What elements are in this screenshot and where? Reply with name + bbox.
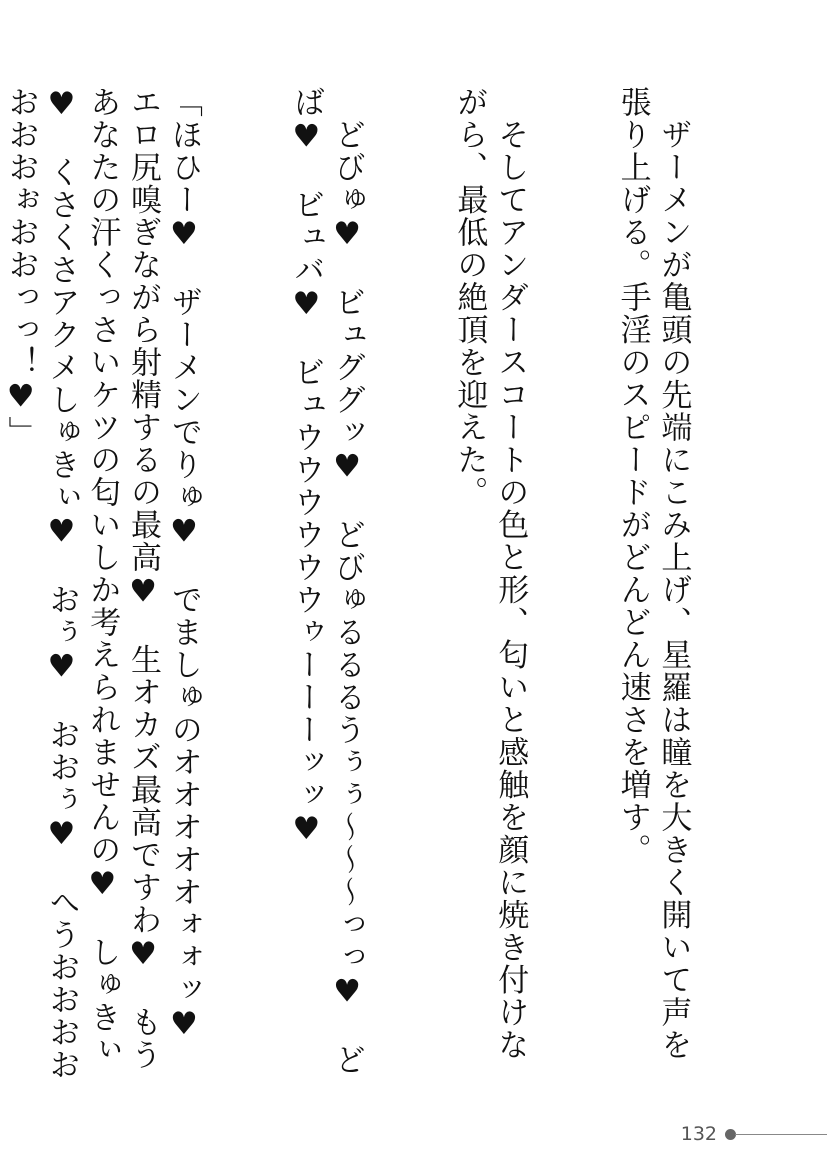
paragraph: そしてアンダースコートの色と形、匂いと感触を顔に焼き付けながら、最低の絶頂を迎えた。 — [451, 86, 529, 1061]
page-footer — [667, 1120, 827, 1150]
body-text — [2, 86, 775, 1086]
paragraph: ザーメンが亀頭の先端にこみ上げ、星羅は瞳を大きく開いて声を張り上げる。手淫のスピードがどんどん速さを増す。 — [614, 86, 692, 1061]
paragraph: 「ほひー♥ ザーメンでりゅ♥ でましゅのオオオオオォォッ♥ エロ尻嗅ぎながら射精するの最高♥ 生オカズ最高ですわ♥ もうあなたの汗くっさいケツの匂いしか考えられませんの♥ しゅきぃ♥ くさくさアクメしゅきぃ♥ おぅ♥ おおぅ♥ へうおおおおおおおぉおおっっ！♥」 — [2, 86, 202, 1081]
page-number: 132 — [680, 1123, 717, 1145]
page-rule — [735, 1134, 827, 1135]
paragraph: どびゅ♥ ビュググッ♥ どびゅるるるうぅぅ〜〜〜っっ♥ どば♥ ビュバ♥ ビュウウウウウウゥーーーッッ♥ — [288, 86, 366, 1076]
